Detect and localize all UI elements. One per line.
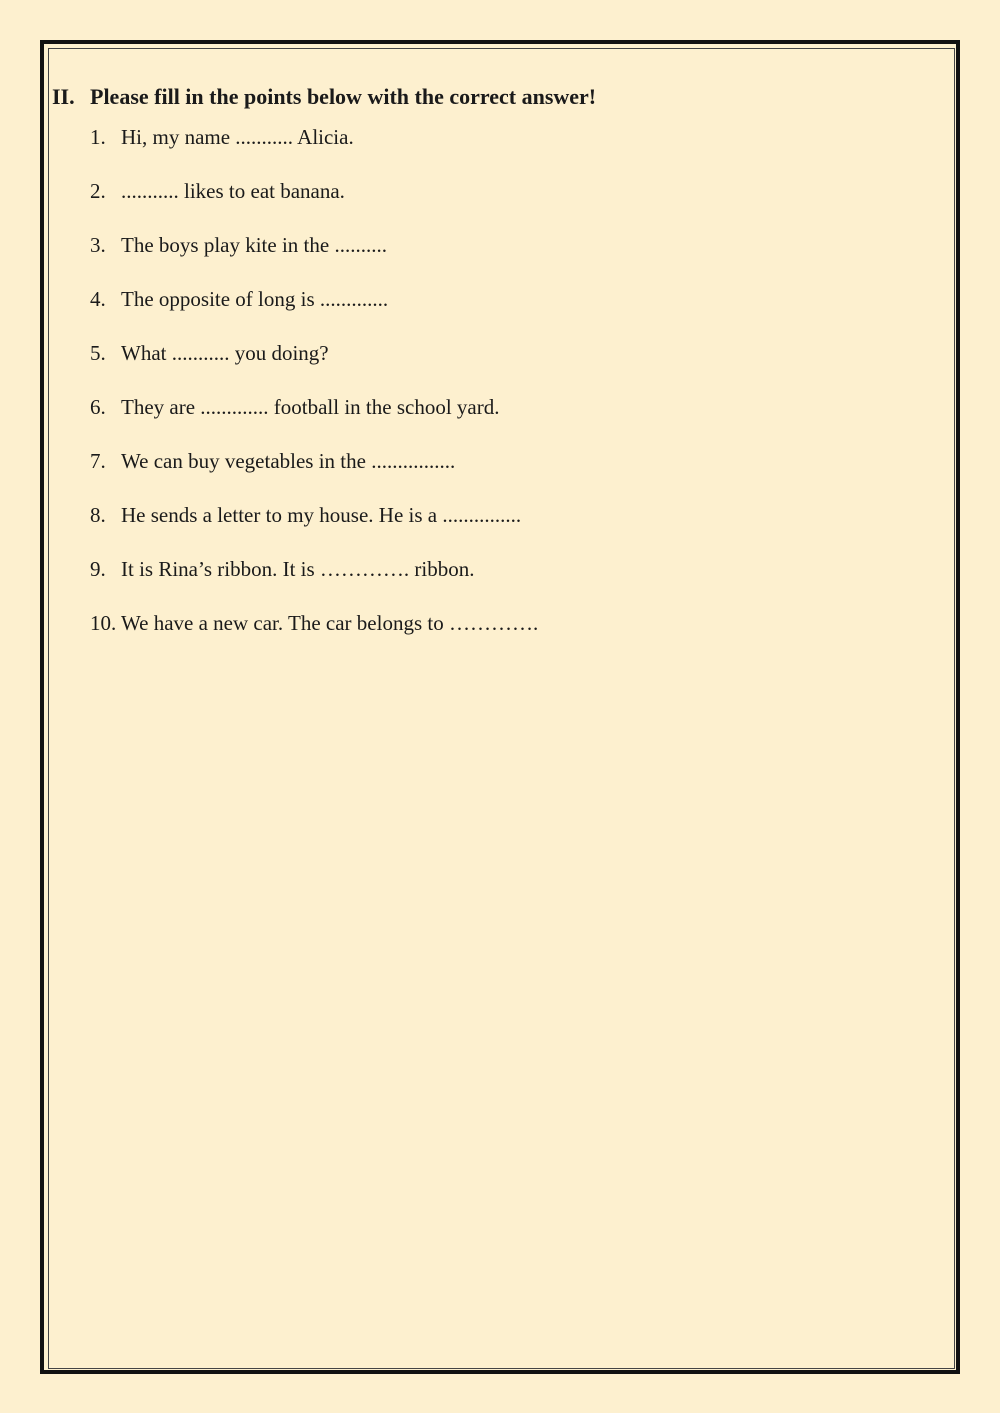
question-item bbox=[90, 500, 538, 554]
question-item bbox=[90, 608, 538, 662]
question-text: It is Rina’s ribbon. It is …………. ribbon. bbox=[121, 557, 475, 581]
question-text: The opposite of long is ............. bbox=[121, 287, 389, 311]
question-item bbox=[90, 392, 538, 446]
question-list bbox=[90, 122, 538, 662]
question-item bbox=[90, 554, 538, 608]
section-heading bbox=[52, 82, 596, 112]
question-item bbox=[90, 122, 538, 176]
question-text: ........... likes to eat banana. bbox=[121, 179, 345, 203]
question-item bbox=[90, 446, 538, 500]
question-item bbox=[90, 230, 538, 284]
question-text: He sends a letter to my house. He is a ............... bbox=[121, 503, 522, 527]
question-text: We have a new car. The car belongs to …………. bbox=[121, 611, 539, 635]
question-number: 4. bbox=[90, 287, 106, 311]
question-number: 3. bbox=[90, 233, 106, 257]
question-number: 9. bbox=[90, 557, 106, 581]
question-item bbox=[90, 284, 538, 338]
question-number: 5. bbox=[90, 341, 106, 365]
question-text: What ........... you doing? bbox=[121, 341, 329, 365]
question-number: 10. bbox=[90, 611, 117, 635]
question-number: 2. bbox=[90, 179, 106, 203]
section-instruction: Please fill in the points below with the correct answer! bbox=[90, 84, 597, 109]
question-number: 6. bbox=[90, 395, 106, 419]
question-text: Hi, my name ........... Alicia. bbox=[121, 125, 354, 149]
question-text: They are ............. football in the school yard. bbox=[121, 395, 500, 419]
question-text: We can buy vegetables in the ................ bbox=[121, 449, 456, 473]
section-number: II. bbox=[52, 84, 75, 109]
question-number: 8. bbox=[90, 503, 106, 527]
question-item bbox=[90, 338, 538, 392]
question-text: The boys play kite in the .......... bbox=[121, 233, 387, 257]
question-item bbox=[90, 176, 538, 230]
question-number: 7. bbox=[90, 449, 106, 473]
question-number: 1. bbox=[90, 125, 106, 149]
